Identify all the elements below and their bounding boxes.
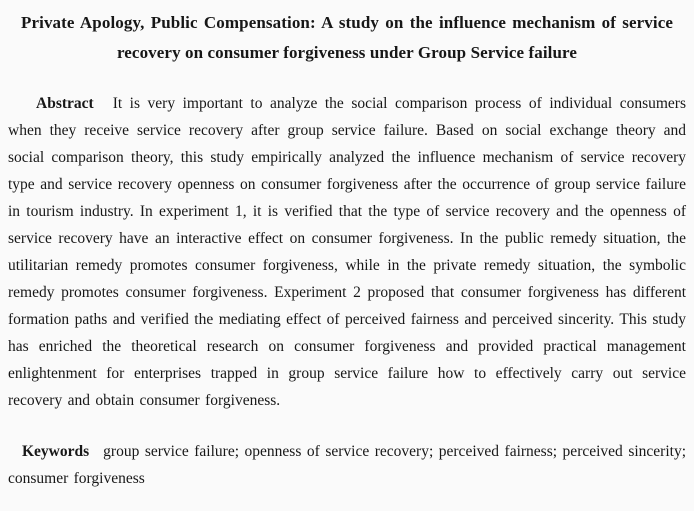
abstract-label: Abstract [36,95,94,112]
abstract-text: It is very important to analyze the social comparison process of individual consumers when they receive service recovery after group service failure. Based on social exchange theory and social comparison theory, this study empirically analyzed the influence mechanism of service recovery type and service recovery openness on consumer forgiveness after the occurrence of group service failure in tourism industry. In experiment 1, it is verified that the type of service recovery and the openness of service recovery have an interactive effect on consumer forgiveness. In the public remedy situation, the utilitarian remedy promotes consumer forgiveness, while in the private remedy situation, the symbolic remedy promotes consumer forgiveness. Experiment 2 proposed that consumer forgiveness has different formation paths and verified the mediating effect of perceived fairness and perceived sincerity. This study has enriched the theoretical research on consumer forgiveness and provided practical management enlightenment for enterprises trapped in group service failure how to effectively carry out service recovery and obtain consumer forgiveness. [8,95,686,409]
keywords-text: group service failure; openness of service recovery; perceived fairness; perceived sincerity; consumer forgiveness [8,443,686,487]
keywords-label: Keywords [22,443,90,460]
paper-title: Private Apology, Public Compensation: A study on the influence mechanism of service recovery on consumer forgiveness under Group Service failure [21,13,673,62]
abstract-paragraph [8,90,686,414]
keywords-paragraph [8,438,686,492]
